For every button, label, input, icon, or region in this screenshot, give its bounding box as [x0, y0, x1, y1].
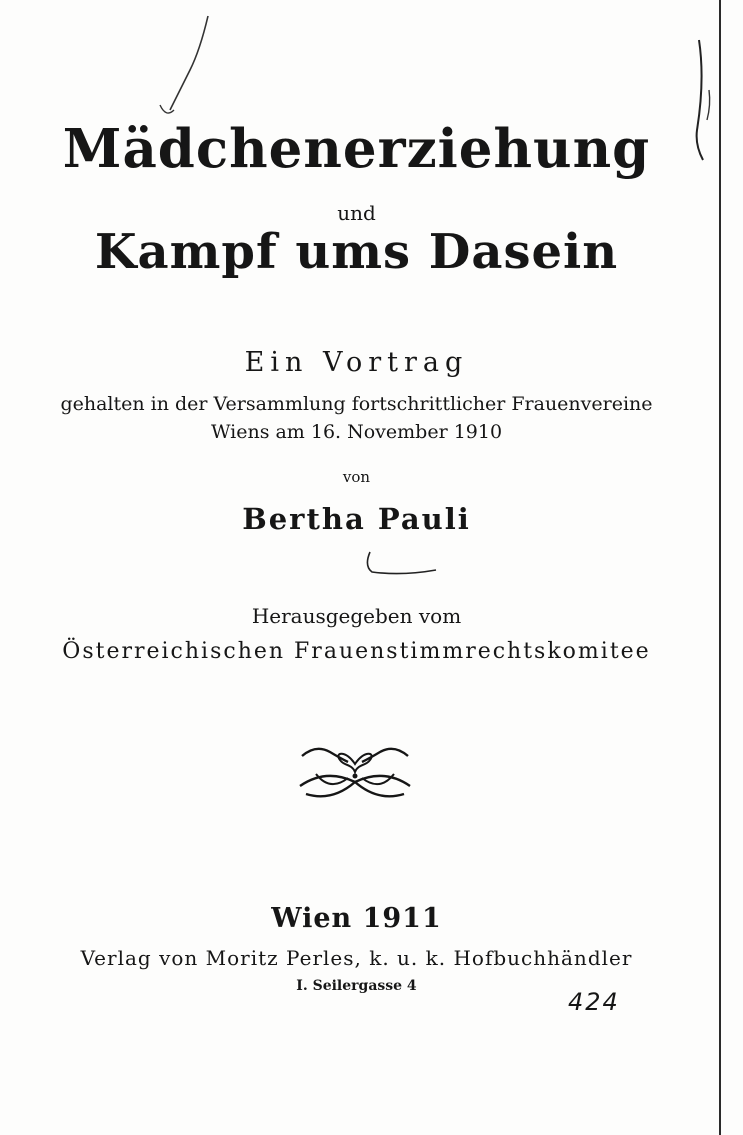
page-edge-line [719, 0, 721, 1135]
handwritten-catalog-number: 424 [568, 988, 620, 1016]
subtitle: Ein Vortrag [244, 347, 469, 378]
imprint-publisher: Verlag von Moritz Perles, k. u. k. Hofbuchhändler [80, 946, 633, 970]
imprint-city-year: Wien 1911 [271, 903, 442, 934]
pencil-underline-mark [362, 548, 442, 580]
title-line-2: Kampf ums Dasein [94, 224, 619, 280]
ornament-icon [296, 742, 414, 804]
author-name: Bertha Pauli [242, 502, 471, 536]
title-line-1: Mädchenerziehung [62, 118, 651, 180]
title-connector: und [337, 201, 376, 225]
by-label: von [342, 468, 371, 486]
publisher-intro: Herausgegeben vom [251, 604, 462, 628]
occasion-line-2: Wiens am 16. November 1910 [210, 421, 503, 443]
imprint-address: I. Seilergasse 4 [296, 978, 417, 994]
pencil-mark-top-left [150, 10, 220, 120]
publisher-organization: Österreichischen Frauenstimmrechtskomitee [62, 639, 651, 664]
occasion-line-1: gehalten in der Versammlung fortschrittlicher Frauenvereine [60, 393, 653, 415]
